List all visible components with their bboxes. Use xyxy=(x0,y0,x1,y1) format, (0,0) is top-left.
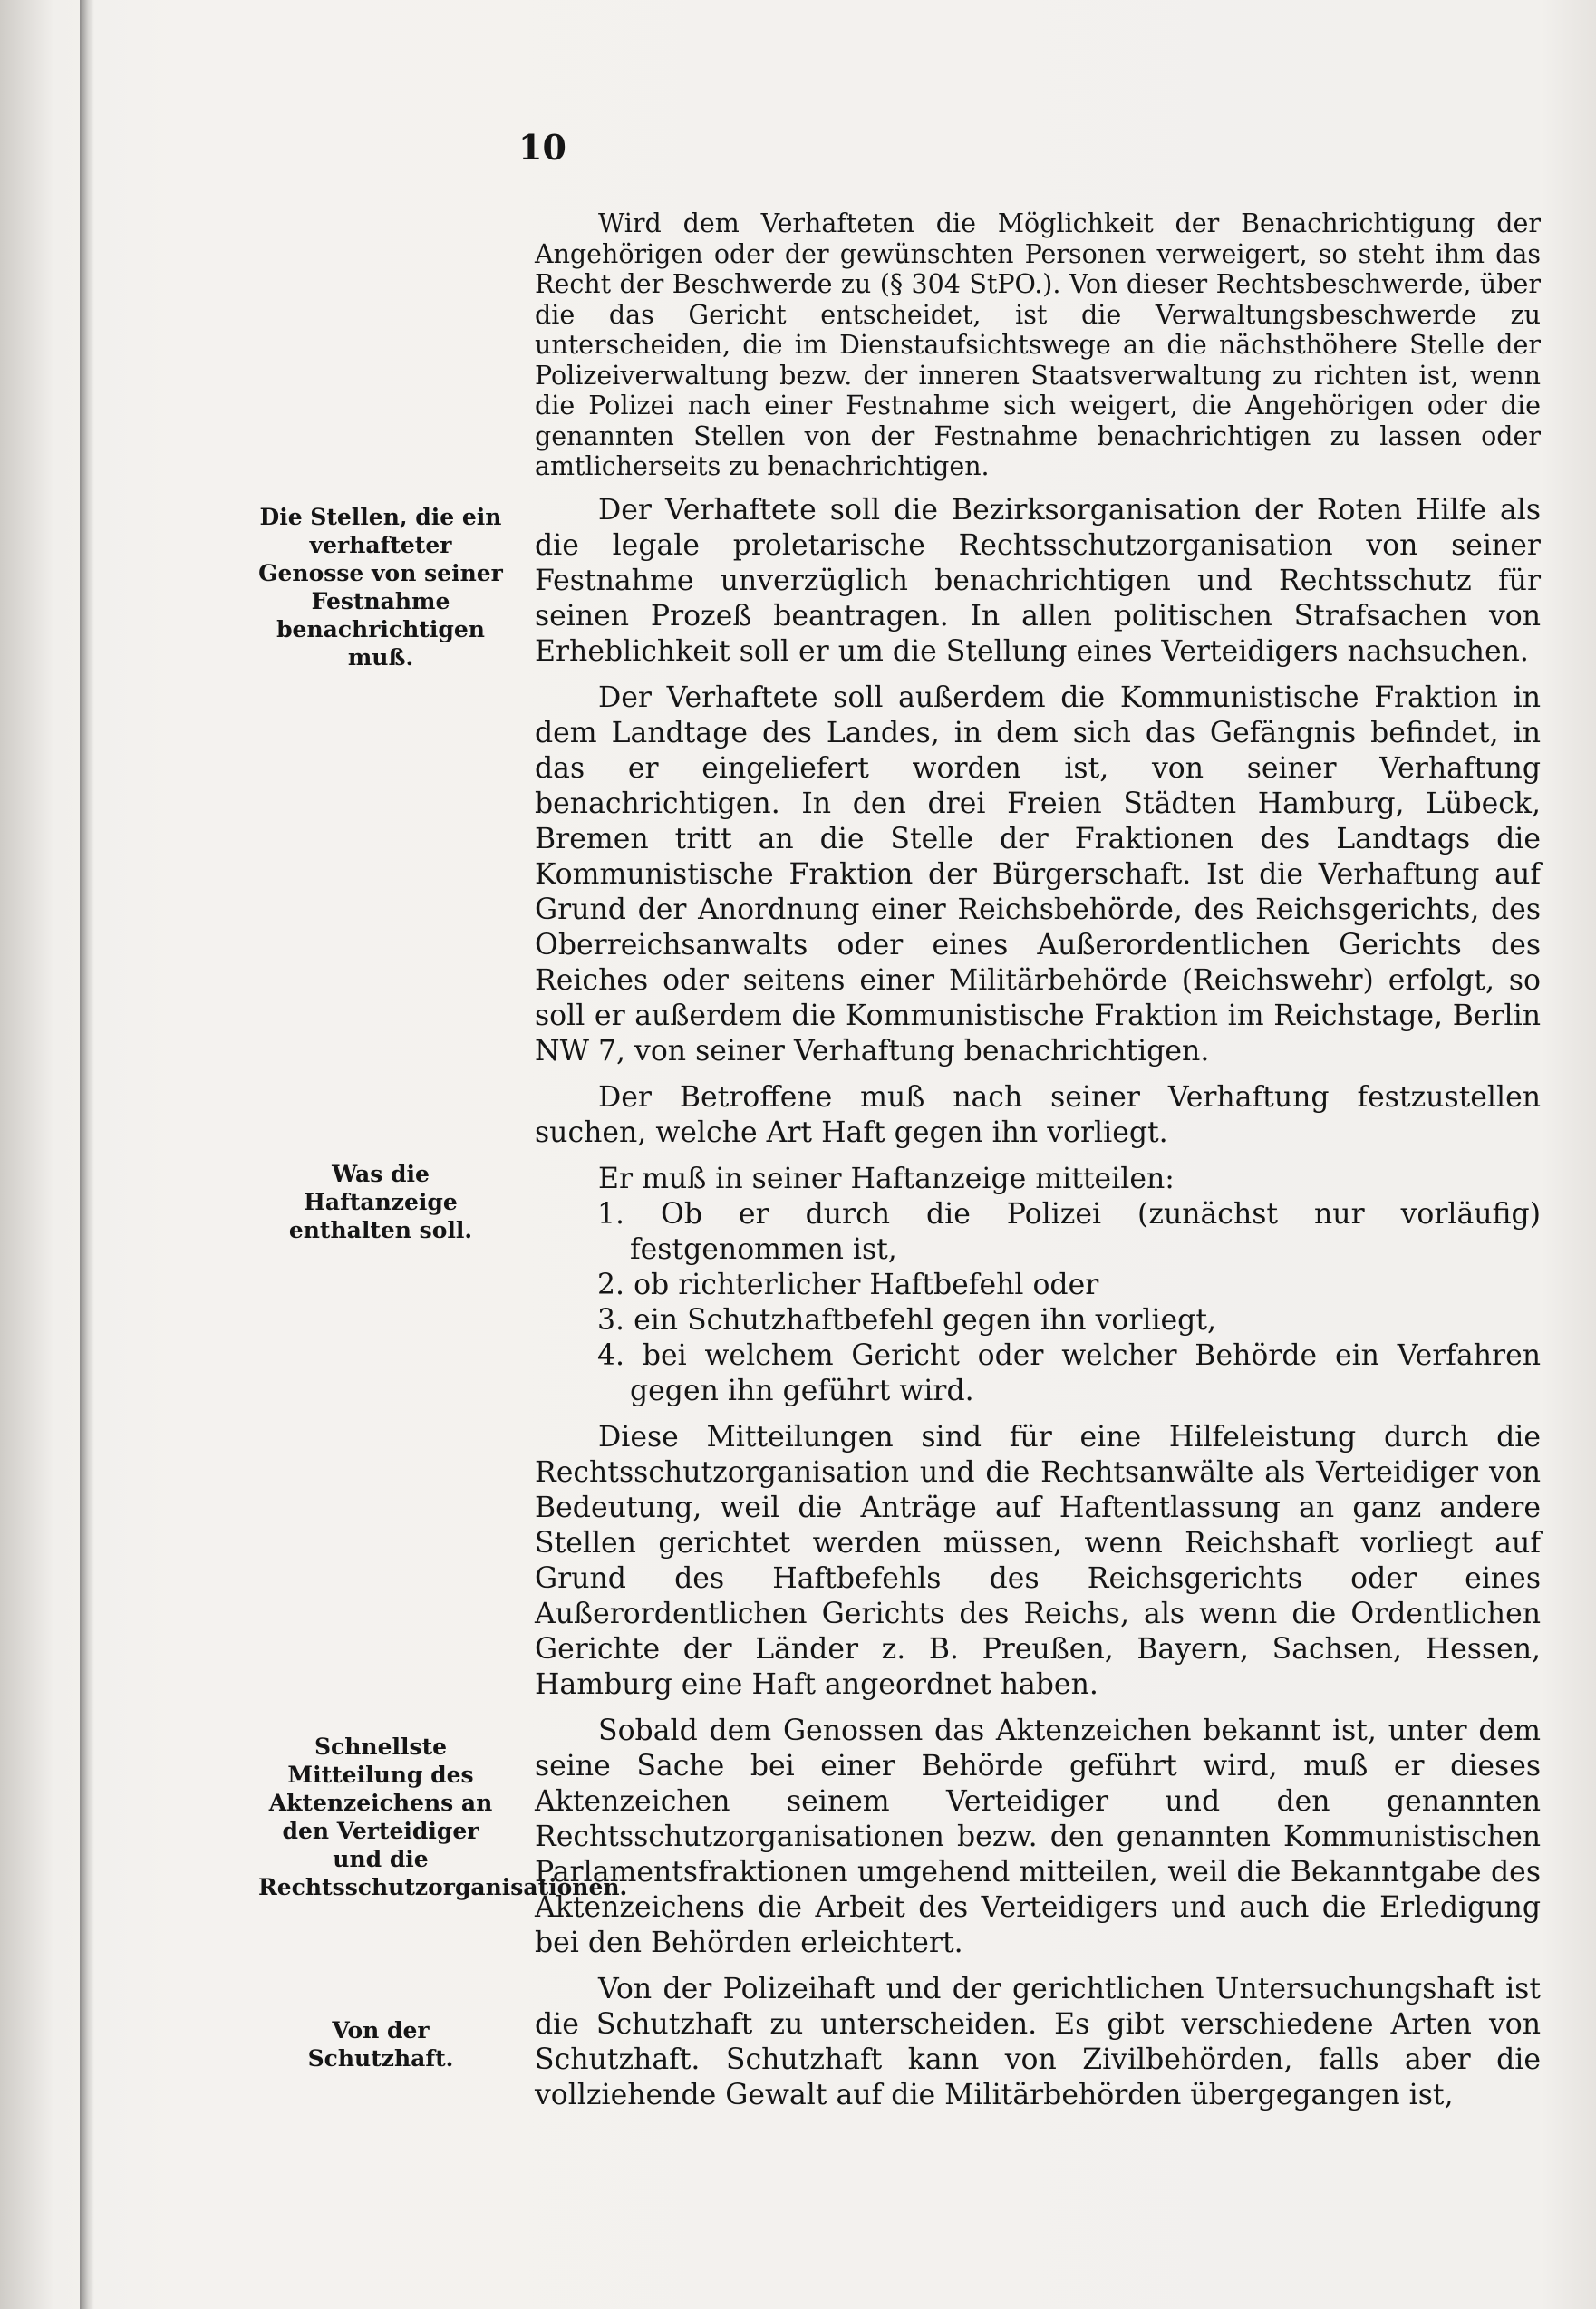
paragraph: Sobald dem Genossen das Aktenzeichen bekannt ist, unter dem seine Sache bei einer Behörde geführt wird, muß er dieses Aktenzeichen seinem Verteidiger und den genannten Rechtsschutzorganisationen bezw. den genannten Kommunistischen Parlamentsfraktionen umgehend mitteilen, weil die Bekanntgabe des Aktenzeichens die Arbeit des Verteidigers und auch die Erledigung bei den Behörden erleichtert. xyxy=(535,1714,1541,1959)
page-number: 10 xyxy=(518,127,566,168)
paragraph: Diese Mitteilungen sind für eine Hilfeleistung durch die Rechtsschutzorganisation und die Rechtsanwälte als Verteidiger von Bedeutung, weil die Anträge auf Haftentlassung an ganz andere Stellen gerichtet werden müssen, wenn Reichshaft vorliegt auf Grund des Haftbefehls des Reichsgerichts oder eines Außerordentlichen Gerichts des Reichs, als wenn die Ordentlichen Gerichte der Länder z. B. Preußen, Bayern, Sachsen, Hessen, Hamburg eine Haft angeordnet haben. xyxy=(535,1420,1541,1701)
notice-content-list xyxy=(535,1197,1541,1409)
margin-note-protective-custody: Von der Schutzhaft. xyxy=(307,2017,454,2072)
paragraph: Der Verhaftete soll die Bezirksorganisation der Roten Hilfe als die legale proletarische Rechtsschutzorganisation von seiner Festnahme unverzüglich benachrichtigen und Rechtsschutz für seinen Prozeß beantragen. In allen politischen Strafsachen von Erheblichkeit soll er um die Stellung eines Verteidigers nachsuchen. xyxy=(535,493,1541,668)
list-item: 4. bei welchem Gericht oder welcher Behörde ein Verfahren gegen ihn geführt wird. xyxy=(597,1338,1541,1407)
paragraph: Der Verhaftete soll außerdem die Kommunistische Fraktion in dem Landtage des Landes, in dem sich das Gefängnis befindet, in das er eingeliefert worden ist, von seiner Verhaftung benachrichtigen. In den drei Freien Städten Hamburg, Lübeck, Bremen tritt an die Stelle der Fraktionen des Landtags die Kommunistische Fraktion der Bürgerschaft. Ist die Verhaftung auf Grund der Anordnung einer Reichsbehörde, des Reichsgerichts, des Oberreichsanwalts oder eines Außerordentlichen Gerichts des Reiches oder seitens einer Militärbehörde (Reichswehr) erfolgt, so soll er außerdem die Kommunistische Fraktion im Reichstage, Berlin NW 7, von seiner Verhaftung benachrichtigen. xyxy=(535,681,1541,1068)
paragraph: Von der Polizeihaft und der gerichtlichen Untersuchungshaft ist die Schutzhaft zu unterscheiden. Es gibt verschiedene Arten von Schutzhaft. Schutzhaft kann von Zivilbehörden, falls aber die vollziehende Gewalt auf die Militärbehörden übergegangen ist, xyxy=(535,1972,1541,2111)
list-item: 3. ein Schutzhaftbefehl gegen ihn vorliegt, xyxy=(597,1303,1217,1337)
paragraph: Der Betroffene muß nach seiner Verhaftung festzustellen suchen, welche Art Haft gegen ihn vorliegt. xyxy=(535,1080,1541,1149)
margin-note-detention-notice: Was die Haftanzeige enthalten soll. xyxy=(288,1161,473,1243)
list-item: 2. ob richterlicher Haftbefehl oder xyxy=(597,1268,1099,1301)
paragraph: Er muß in seiner Haftanzeige mitteilen: xyxy=(598,1162,1175,1195)
body-text xyxy=(535,208,1541,2124)
list-item: 1. Ob er durch die Polizei (zunächst nur vorläufig) festgenommen ist, xyxy=(597,1197,1541,1266)
margin-note-notification-recipients: Die Stellen, die ein verhafteter Genosse von seiner Festnahme benachrichtigen muß. xyxy=(258,504,503,671)
margin-note-case-number: Schnellste Mitteilung des Aktenzeichens an den Verteidiger und die Rechtsschutzorganisationen. xyxy=(258,1734,628,1900)
page-binding-shadow xyxy=(80,0,94,2309)
paragraph: Wird dem Verhafteten die Möglichkeit der Benachrichtigung der Angehörigen oder der gewünschten Personen verweigert, so steht ihm das Recht der Beschwerde zu (§ 304 StPO.). Von dieser Rechtsbeschwerde, über die das Gericht entscheidet, ist die Verwaltungsbeschwerde zu unterscheiden, die im Dienstaufsichtswege an die nächsthöhere Stelle der Polizeiverwaltung bezw. der inneren Staatsverwaltung zu richten ist, wenn die Polizei nach einer Festnahme sich weigert, die Angehörigen oder die genannten Stellen von der Festnahme benachrichtigen zu lassen oder amtlicherseits zu benachrichtigen. xyxy=(535,208,1541,481)
